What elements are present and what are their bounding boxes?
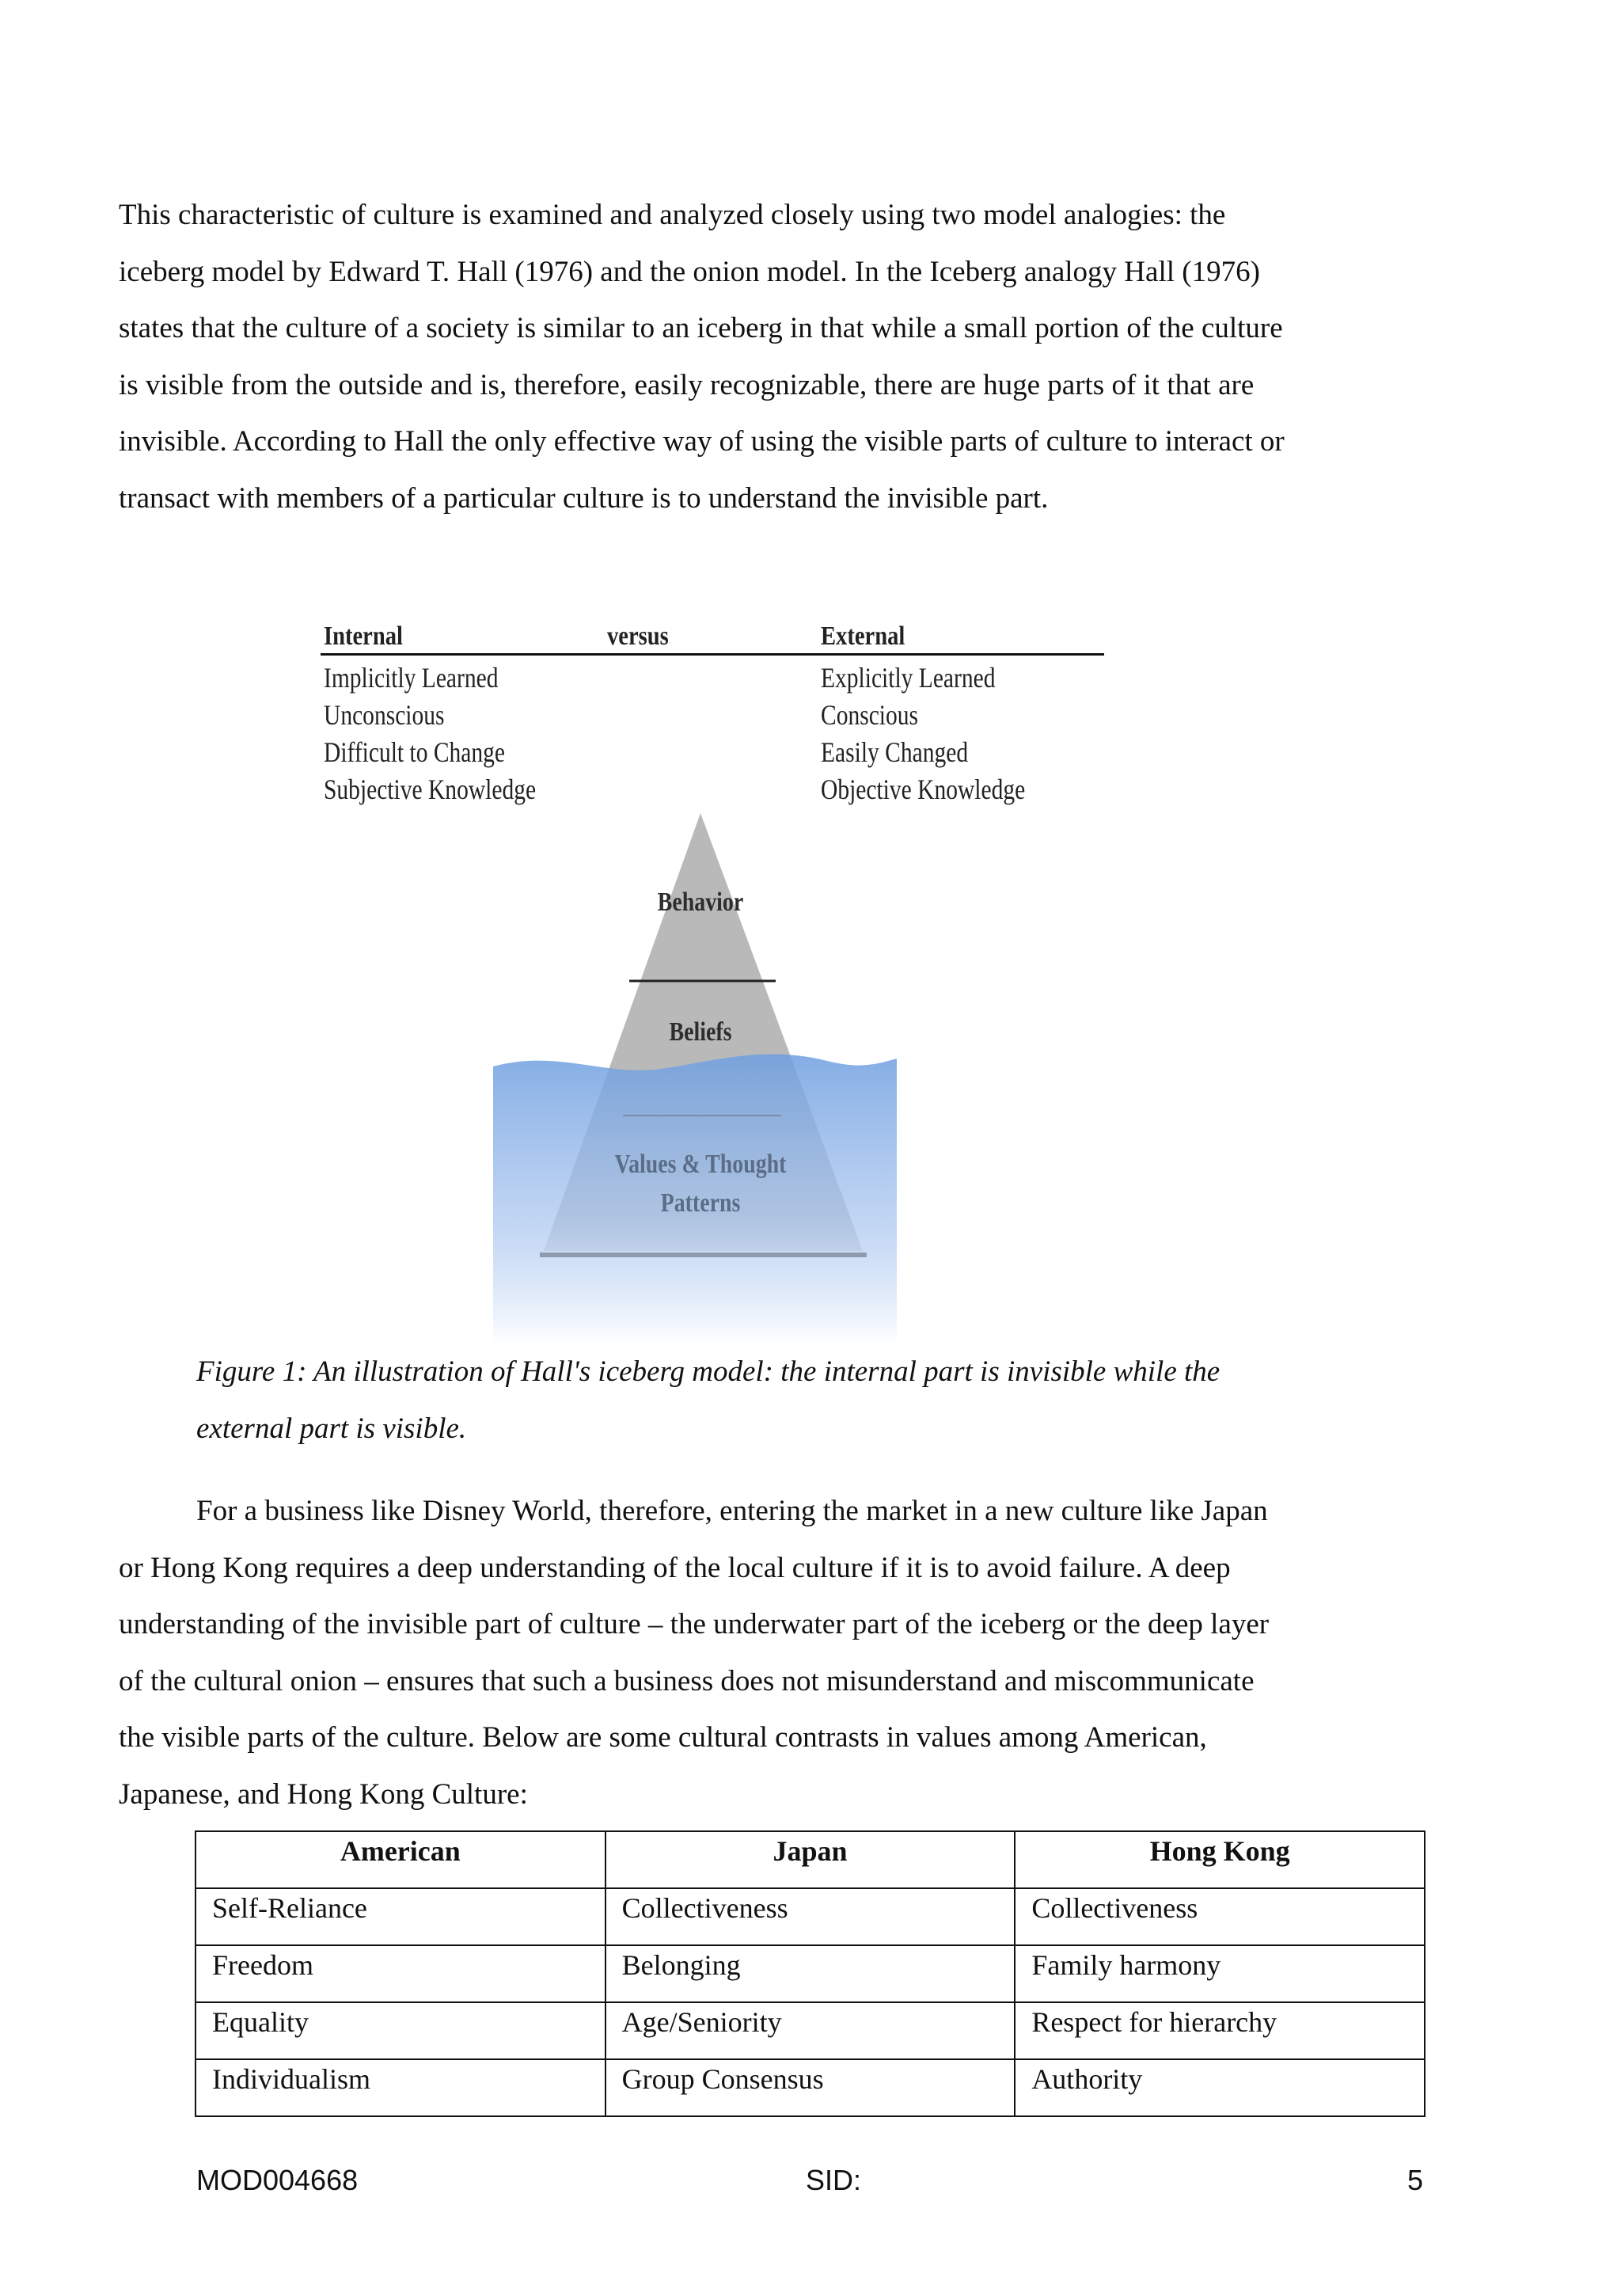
iceberg-label-values-line2: Patterns <box>660 1188 741 1218</box>
internal-trait: Implicitly Learned <box>324 662 499 694</box>
internal-trait: Difficult to Change <box>324 736 506 768</box>
table-cell: Authority <box>1015 2059 1425 2116</box>
table-cell: Collectiveness <box>1015 1888 1425 1945</box>
paragraph-line: the visible parts of the culture. Below are some cultural contrasts in values among American, <box>119 1721 1207 1754</box>
caption-line: external part is visible. <box>196 1412 467 1445</box>
table-cell: Family harmony <box>1015 1945 1425 2002</box>
table-row <box>196 1945 1425 2002</box>
body-paragraph-1 <box>119 187 1425 526</box>
caption-line: Figure 1: An illustration of Hall's iceberg model: the internal part is invisible while the <box>196 1355 1220 1388</box>
paragraph-line: Japanese, and Hong Kong Culture: <box>119 1777 528 1811</box>
paragraph-line: For a business like Disney World, therefore, entering the market in a new culture like Japan <box>196 1495 1268 1527</box>
paragraph-line: understanding of the invisible part of culture – the underwater part of the iceberg or the deep layer <box>119 1608 1270 1640</box>
table-cell: Age/Seniority <box>606 2002 1015 2059</box>
footer-module-code: MOD004668 <box>196 2164 359 2196</box>
internal-trait: Unconscious <box>324 699 445 731</box>
table-cell: Individualism <box>196 2059 606 2116</box>
table-cell: Respect for hierarchy <box>1015 2002 1425 2059</box>
external-trait: Explicitly Learned <box>821 662 996 694</box>
figure-header-versus: versus <box>607 622 669 651</box>
table-row <box>196 1888 1425 1945</box>
external-trait: Objective Knowledge <box>821 774 1026 805</box>
paragraph-line: invisible. According to Hall the only effective way of using the visible parts of culture to interact or <box>119 425 1285 458</box>
table-header-row <box>196 1831 1425 1888</box>
external-trait: Conscious <box>821 699 919 731</box>
table-row <box>196 2002 1425 2059</box>
table-cell: Belonging <box>606 1945 1015 2002</box>
iceberg-label-values <box>603 1145 798 1222</box>
paragraph-line: This characteristic of culture is examined and analyzed closely using two model analogies: the <box>119 199 1226 231</box>
iceberg-label-behavior: Behavior <box>657 888 744 917</box>
paragraph-line: or Hong Kong requires a deep understanding of the local culture if it is to avoid failure. A deep <box>119 1551 1231 1584</box>
table-cell: Group Consensus <box>606 2059 1015 2116</box>
external-trait: Easily Changed <box>821 736 969 768</box>
iceberg-label-values-line1: Values & Thought <box>614 1150 787 1179</box>
column-header-japan: Japan <box>606 1831 1015 1888</box>
iceberg-illustration <box>321 622 1112 1346</box>
paragraph-line: of the cultural onion – ensures that such a business does not misunderstand and miscommunicate <box>119 1664 1255 1697</box>
table-cell: Self-Reliance <box>196 1888 606 1945</box>
figure-caption <box>196 1344 1431 1457</box>
body-paragraph-2 <box>119 1483 1425 1823</box>
paragraph-line: states that the culture of a society is similar to an iceberg in that while a small portion of the culture <box>119 312 1283 344</box>
cultural-values-table <box>195 1830 1425 2117</box>
column-header-hong-kong: Hong Kong <box>1015 1831 1425 1888</box>
table-cell: Equality <box>196 2002 606 2059</box>
figure-header-internal: Internal <box>324 622 403 651</box>
footer-page-number: 5 <box>1407 2164 1424 2196</box>
paragraph-line: is visible from the outside and is, therefore, easily recognizable, there are huge parts of it that are <box>119 368 1255 401</box>
paragraph-line: transact with members of a particular culture is to understand the invisible part. <box>119 481 1049 515</box>
table-row <box>196 2059 1425 2116</box>
paragraph-line: iceberg model by Edward T. Hall (1976) and the onion model. In the Iceberg analogy Hall (1976) <box>119 255 1260 288</box>
iceberg-label-beliefs: Beliefs <box>669 1017 732 1047</box>
internal-trait: Subjective Knowledge <box>324 774 537 805</box>
table-cell: Collectiveness <box>606 1888 1015 1945</box>
iceberg-figure <box>321 622 1112 1346</box>
figure-header-external: External <box>821 622 905 651</box>
table-cell: Freedom <box>196 1945 606 2002</box>
footer-sid: SID: <box>806 2164 862 2196</box>
column-header-american: American <box>196 1831 606 1888</box>
